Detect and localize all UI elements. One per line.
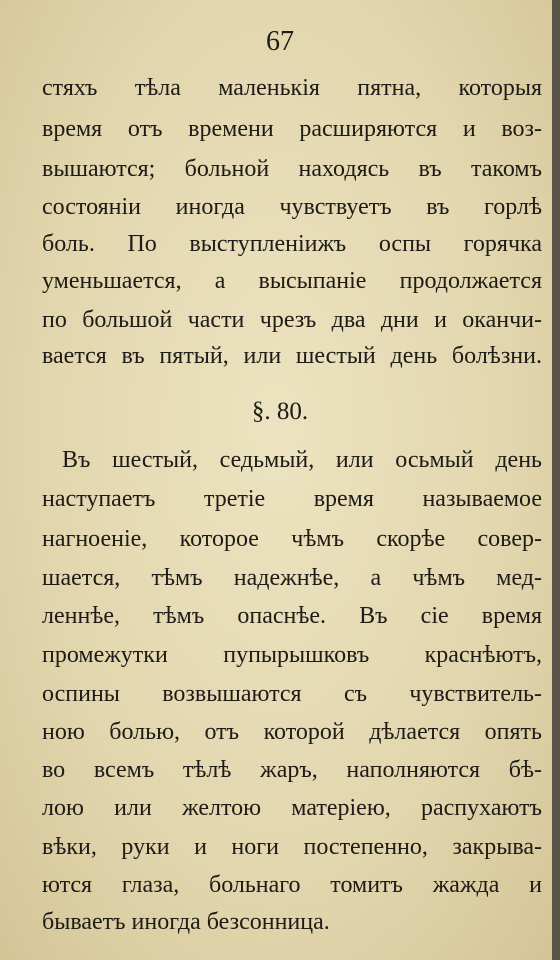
text-line: бываетъ иногда безсонница. [42,909,330,935]
text-line: стяхъ тѣла маленькія пятна, которыя [42,75,542,101]
text-line: по большой части чрезъ два дни и оканчи- [42,307,542,333]
text-line: нагноеніе, которое чѣмъ скорѣе совер- [42,526,542,552]
text-line: наступаетъ третіе время называемое [42,486,542,512]
text-line: леннѣе, тѣмъ опаснѣе. Въ сіе время [42,603,542,629]
text-line: вается въ пятый, или шестый день болѣзни. [42,343,542,369]
text-line: боль. По выступленіижъ оспы горячка [42,231,542,257]
text-line: промежутки пупырышковъ краснѣютъ, [42,642,542,668]
text-line: ною болью, отъ которой дѣлается опять [42,719,542,745]
text-line: во всемъ тѣлѣ жаръ, наполняются бѣ- [42,757,542,783]
text-line: вѣки, руки и ноги постепенно, закрыва- [42,834,542,860]
text-line: ются глаза, больнаго томитъ жажда и [42,872,542,898]
page-number: 67 [266,26,294,57]
text-line: оспины возвышаются съ чувствитель- [42,681,542,707]
text-line: время отъ времени расширяются и воз- [42,116,542,142]
text-line: лою или желтою матеріею, распухаютъ [42,795,542,821]
text-line: Въ шестый, седьмый, или осьмый день [62,447,542,473]
text-line: уменьшается, а высыпаніе продолжается [42,268,542,294]
text-line: шается, тѣмъ надежнѣе, а чѣмъ мед- [42,565,542,591]
text-line: вышаются; больной находясь въ такомъ [42,156,542,182]
text-line: состояніи иногда чувствуетъ въ горлѣ [42,194,542,220]
section-heading: §. 80. [251,398,309,425]
